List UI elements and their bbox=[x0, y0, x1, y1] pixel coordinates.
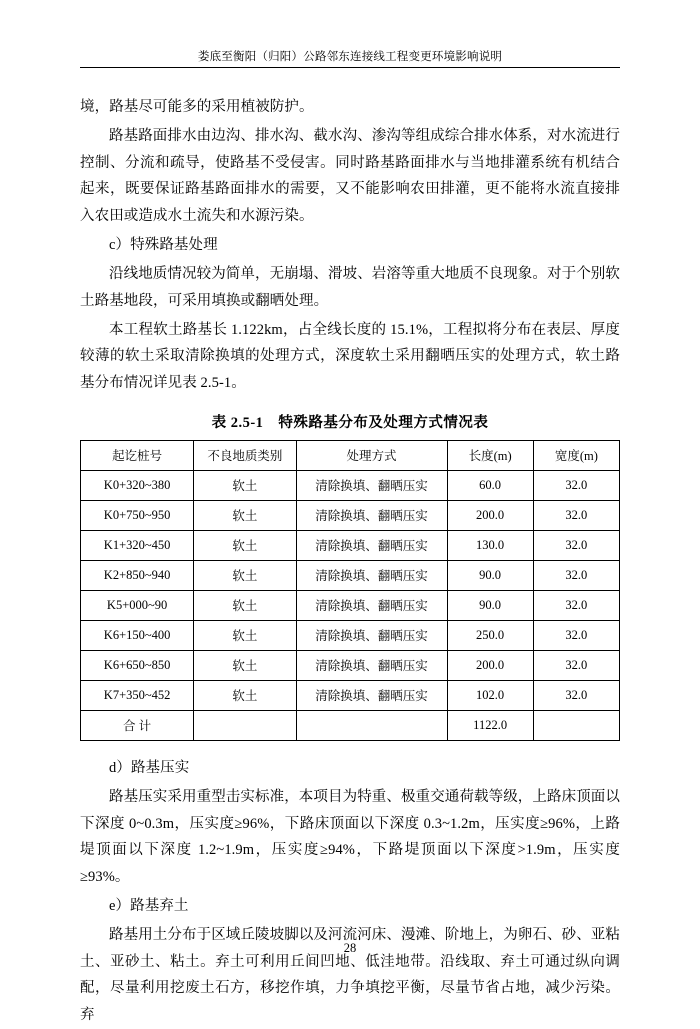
cell-treatment: 清除换填、翻晒压实 bbox=[296, 500, 447, 530]
cell-station: K5+000~90 bbox=[81, 590, 194, 620]
cell-treatment: 清除换填、翻晒压实 bbox=[296, 530, 447, 560]
cell-station: K6+150~400 bbox=[81, 620, 194, 650]
cell-width: 32.0 bbox=[533, 560, 619, 590]
cell-length: 60.0 bbox=[447, 470, 533, 500]
cell-length: 250.0 bbox=[447, 620, 533, 650]
cell-total-length: 1122.0 bbox=[447, 710, 533, 740]
table-row bbox=[81, 650, 620, 680]
cell-station: K1+320~450 bbox=[81, 530, 194, 560]
table-row bbox=[81, 530, 620, 560]
cell-treatment: 清除换填、翻晒压实 bbox=[296, 590, 447, 620]
page-number: 28 bbox=[343, 941, 357, 955]
cell-geology: 软土 bbox=[194, 500, 296, 530]
cell-width: 32.0 bbox=[533, 470, 619, 500]
cell-length: 90.0 bbox=[447, 560, 533, 590]
table-header-cell-1: 不良地质类别 bbox=[194, 440, 296, 470]
table-row bbox=[81, 500, 620, 530]
cell-treatment: 清除换填、翻晒压实 bbox=[296, 470, 447, 500]
table-header-row bbox=[81, 440, 620, 470]
cell-station: K2+850~940 bbox=[81, 560, 194, 590]
table-bottom-spacer bbox=[80, 747, 620, 755]
special-subgrade-table bbox=[80, 440, 620, 741]
table-row bbox=[81, 560, 620, 590]
cell-station: K0+750~950 bbox=[81, 500, 194, 530]
cell-total-blank-2 bbox=[296, 710, 447, 740]
cell-width: 32.0 bbox=[533, 650, 619, 680]
table-total-row bbox=[81, 710, 620, 740]
cell-station: K0+320~380 bbox=[81, 470, 194, 500]
page-header bbox=[80, 48, 620, 72]
cell-total-blank-1 bbox=[194, 710, 296, 740]
table-header-cell-0: 起讫桩号 bbox=[81, 440, 194, 470]
cell-geology: 软土 bbox=[194, 590, 296, 620]
cell-geology: 软土 bbox=[194, 470, 296, 500]
cell-treatment: 清除换填、翻晒压实 bbox=[296, 560, 447, 590]
table-header-cell-3: 长度(m) bbox=[447, 440, 533, 470]
cell-length: 102.0 bbox=[447, 680, 533, 710]
cell-width: 32.0 bbox=[533, 590, 619, 620]
table-row bbox=[81, 620, 620, 650]
paragraph-4: 沿线地质情况较为简单，无崩塌、滑坡、岩溶等重大地质不良现象。对于个别软土路基地段，可采用填换或翻晒处理。 bbox=[80, 265, 620, 309]
table-header-cell-2: 处理方式 bbox=[296, 440, 447, 470]
cell-treatment: 清除换填、翻晒压实 bbox=[296, 620, 447, 650]
cell-treatment: 清除换填、翻晒压实 bbox=[296, 680, 447, 710]
paragraph-1: 境，路基尽可能多的采用植被防护。 bbox=[80, 99, 314, 115]
table-row bbox=[81, 470, 620, 500]
cell-geology: 软土 bbox=[194, 560, 296, 590]
table-header-cell-4: 宽度(m) bbox=[533, 440, 619, 470]
paragraph-8: e）路基弃土 bbox=[109, 898, 189, 914]
paragraph-3: c）特殊路基处理 bbox=[109, 237, 218, 254]
cell-geology: 软土 bbox=[194, 620, 296, 650]
table-row bbox=[81, 680, 620, 710]
cell-station: K6+650~850 bbox=[81, 650, 194, 680]
cell-width: 32.0 bbox=[533, 680, 619, 710]
paragraph-5: 本工程软土路基长 1.122km，占全线长度的 15.1%，工程拟将分布在表层、厚度较薄的软土采取清除换填的处理方式，深度软土采用翻晒压实的处理方式，软土路基分布情况详见表 2.5-1。 bbox=[80, 321, 620, 392]
cell-station: K7+350~452 bbox=[81, 680, 194, 710]
cell-total-label: 合 计 bbox=[81, 710, 194, 740]
cell-width: 32.0 bbox=[533, 530, 619, 560]
paragraph-6: d）路基压实 bbox=[109, 759, 190, 776]
paragraph-7: 路基压实采用重型击实标准，本项目为特重、极重交通荷载等级，上路床顶面以下深度 0~0.3m，压实度≥96%，下路床顶面以下深度 0.3~1.2m，压实度≥96%，上路堤顶面以下深度 1.2~1.9m，压实度≥94%，下路堤顶面以下深度>1.9m，压实度≥93%。 bbox=[80, 788, 620, 886]
cell-length: 200.0 bbox=[447, 650, 533, 680]
header-divider bbox=[80, 67, 620, 68]
cell-length: 90.0 bbox=[447, 590, 533, 620]
table-row bbox=[81, 590, 620, 620]
cell-length: 130.0 bbox=[447, 530, 533, 560]
table-title: 表 2.5-1 特殊路基分布及处理方式情况表 bbox=[211, 414, 489, 431]
cell-treatment: 清除换填、翻晒压实 bbox=[296, 650, 447, 680]
paragraph-2: 路基路面排水由边沟、排水沟、截水沟、渗沟等组成综合排水体系，对水流进行控制、分流和疏导，使路基不受侵害。同时路基路面排水与当地排灌系统有机结合起来，既要保证路基路面排水的需要，又不能影响农田排灌，更不能将水流直接排入农田或造成水土流失和水源污染。 bbox=[80, 127, 620, 225]
header-text: 娄底至衡阳（归阳）公路邻东连接线工程变更环境影响说明 bbox=[197, 51, 503, 63]
page-footer bbox=[0, 941, 700, 956]
cell-total-blank-3 bbox=[533, 710, 619, 740]
cell-geology: 软土 bbox=[194, 680, 296, 710]
cell-geology: 软土 bbox=[194, 650, 296, 680]
cell-width: 32.0 bbox=[533, 620, 619, 650]
paragraph-9: 路基用土分布于区域丘陵坡脚以及河流河床、漫滩、阶地上，为卵石、砂、亚粘土、亚砂土、粘土。弃土可利用丘间凹地、低洼地带。沿线取、弃土可通过纵向调配，尽量利用挖废土石方，移挖作填，力争填挖平衡，尽量节省占地，减少污染。弃 bbox=[80, 926, 620, 1024]
cell-width: 32.0 bbox=[533, 500, 619, 530]
cell-length: 200.0 bbox=[447, 500, 533, 530]
cell-geology: 软土 bbox=[194, 530, 296, 560]
